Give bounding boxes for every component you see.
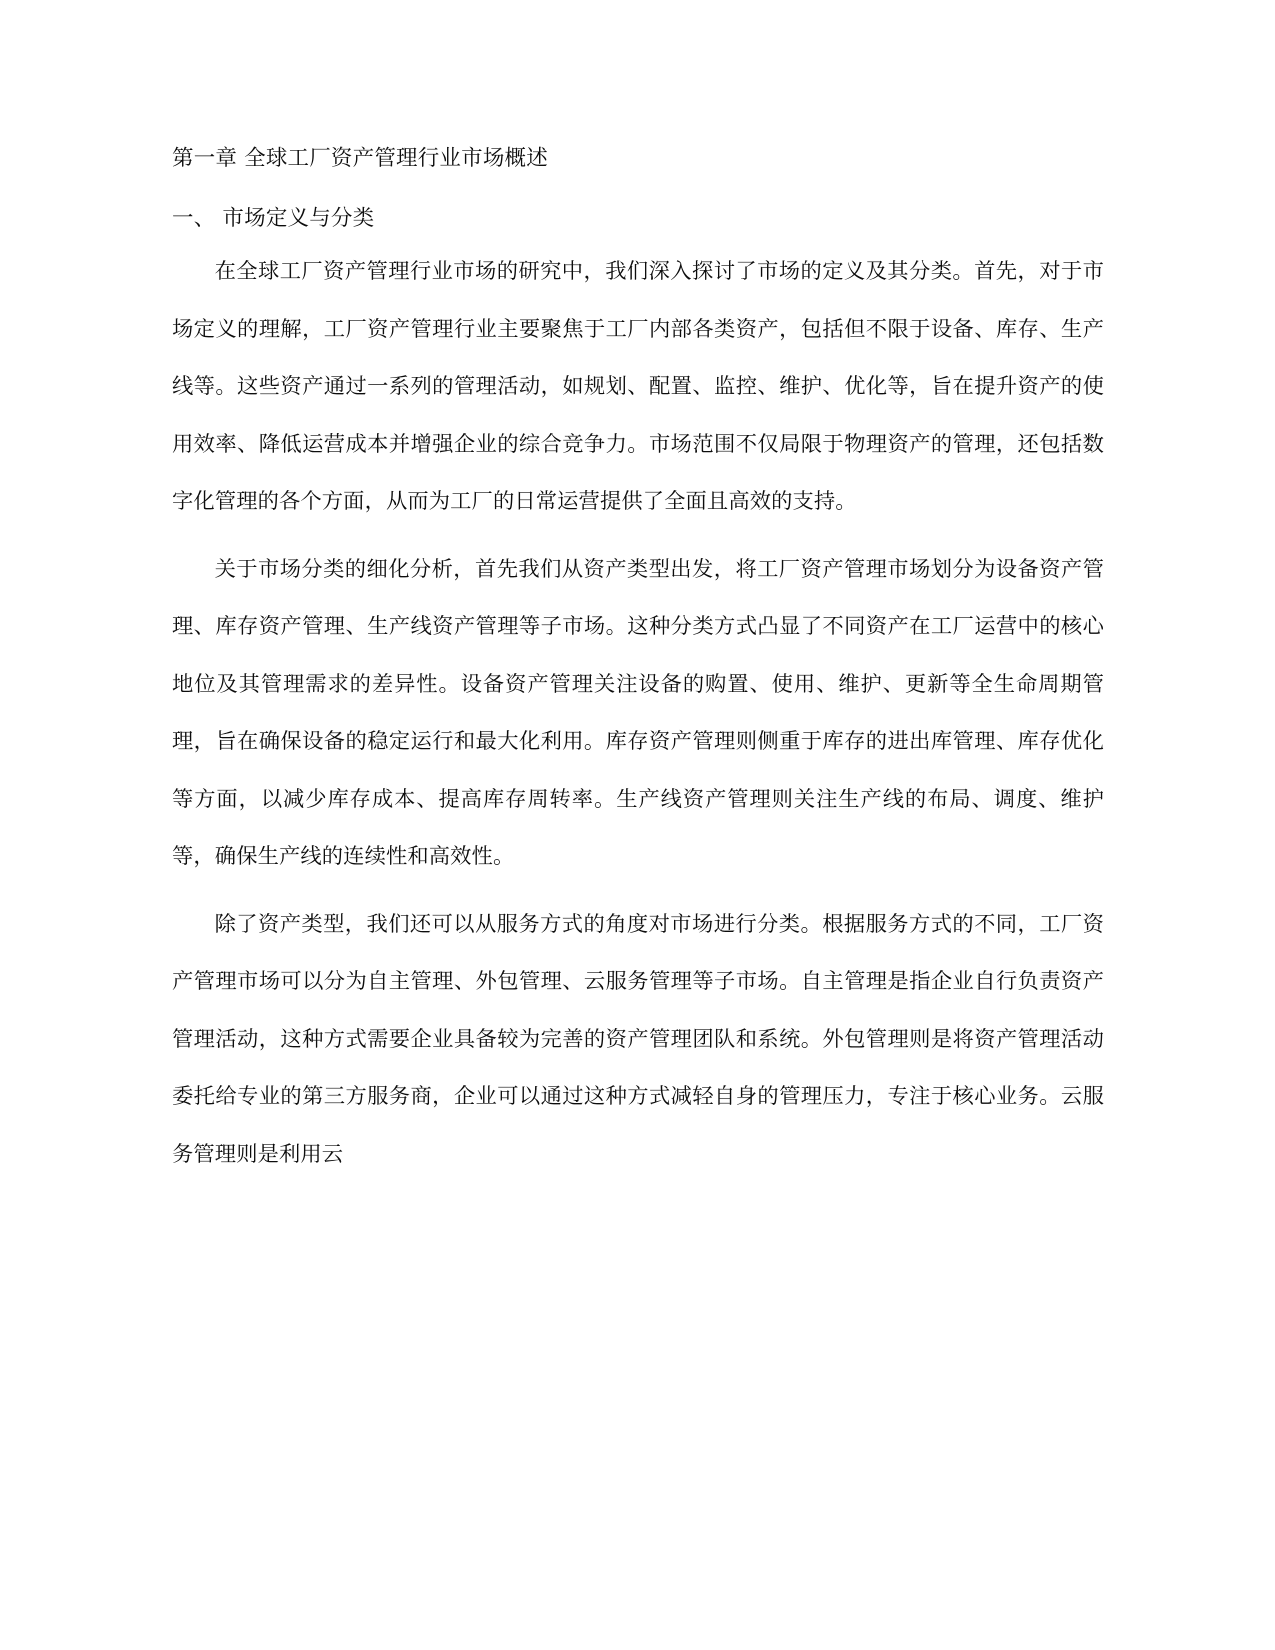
body-paragraph: 关于市场分类的细化分析，首先我们从资产类型出发，将工厂资产管理市场划分为设备资产管理、库存资产管理、生产线资产管理等子市场。这种分类方式凸显了不同资产在工厂运营中的核心地位及其管理需求的差异性。设备资产管理关注设备的购置、使用、维护、更新等全生命周期管理，旨在确保设备的稳定运行和最大化利用。库存资产管理则侧重于库存的进出库管理、库存优化等方面，以减少库存成本、提高库存周转率。生产线资产管理则关注生产线的布局、调度、维护等，确保生产线的连续性和高效性。	[172, 556, 1104, 869]
section-heading: 一、 市场定义与分类	[172, 205, 375, 231]
body-paragraph: 除了资产类型，我们还可以从服务方式的角度对市场进行分类。根据服务方式的不同，工厂资产管理市场可以分为自主管理、外包管理、云服务管理等子市场。自主管理是指企业自行负责资产管理活动，这种方式需要企业具备较为完善的资产管理团队和系统。外包管理则是将资产管理活动委托给专业的第三方服务商，企业可以通过这种方式减轻自身的管理压力，专注于核心业务。云服务管理则是利用云	[172, 911, 1104, 1167]
chapter-heading: 第一章 全球工厂资产管理行业市场概述	[172, 146, 548, 171]
document-body	[172, 140, 1104, 1183]
body-paragraph: 在全球工厂资产管理行业市场的研究中，我们深入探讨了市场的定义及其分类。首先，对于市场定义的理解，工厂资产管理行业主要聚焦于工厂内部各类资产，包括但不限于设备、库存、生产线等。这些资产通过一系列的管理活动，如规划、配置、监控、维护、优化等，旨在提升资产的使用效率、降低运营成本并增强企业的综合竞争力。市场范围不仅局限于物理资产的管理，还包括数字化管理的各个方面，从而为工厂的日常运营提供了全面且高效的支持。	[172, 259, 1104, 514]
